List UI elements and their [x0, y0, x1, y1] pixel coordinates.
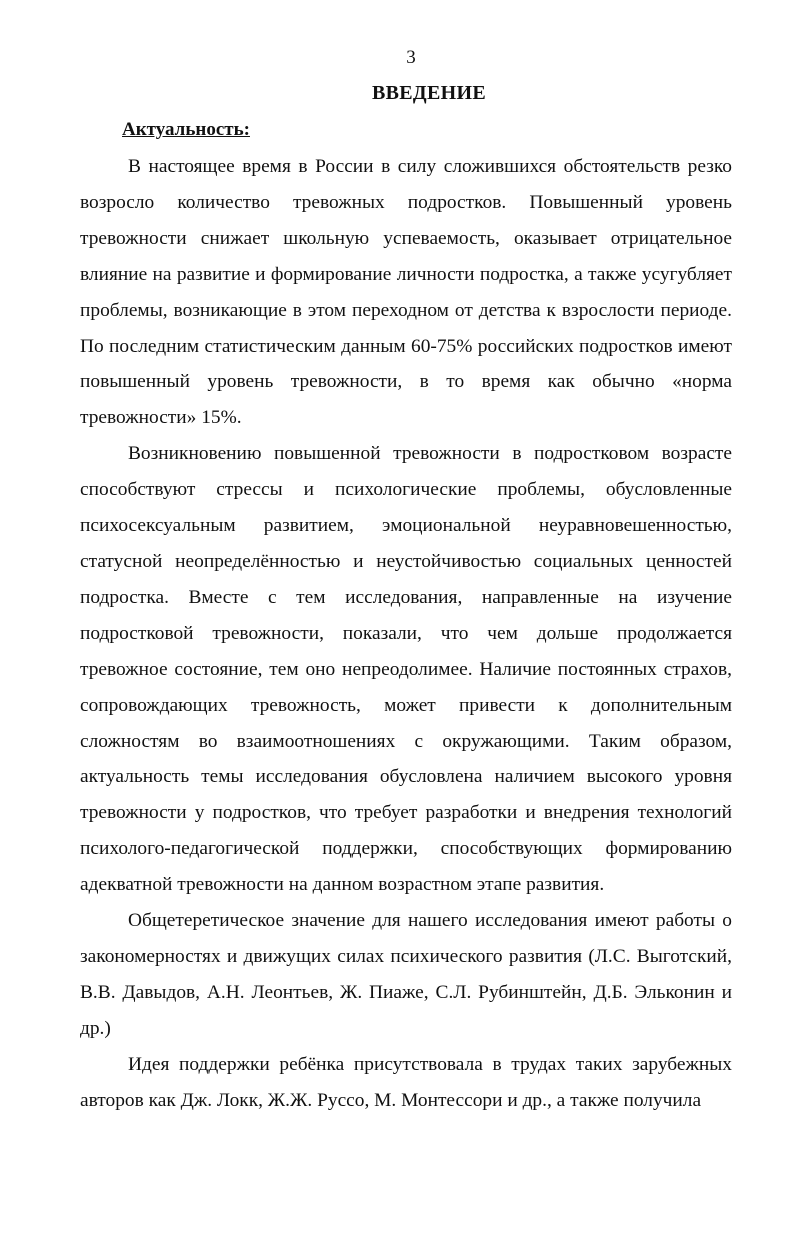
- paragraph: Возникновению повышенной тревожности в подростковом возрасте способствуют стрессы и психологические проблемы, обусловленные психосексуальным развитием, эмоциональной неуравновешенностью, статусной неопределённостью и неустойчивостью социальных ценностей подростка. Вместе с тем исследования, направленные на изучение подростковой тревожности, показали, что чем дольше продолжается тревожное состояние, тем оно непреодолимее. Наличие постоянных страхов, сопровождающих тревожность, может привести к дополнительным сложностям во взаимоотношениях с окружающими. Таким образом, актуальность темы исследования обусловлена наличием высокого уровня тревожности у подростков, что требует разработки и внедрения технологий психолого-педагогической поддержки, способствующих формированию адекватной тревожности на данном возрастном этапе развития.: [80, 443, 732, 896]
- paragraph: В настоящее время в России в силу сложившихся обстоятельств резко возросло количество тревожных подростков. Повышенный уровень тревожности снижает школьную успеваемость, оказывает отрицательное влияние на развитие и формирование личности подростка, а также усугубляет проблемы, возникающие в этом переходном от детства к взрослости периоде. По последним статистическим данным 60-75% российских подростков имеют повышенный уровень тревожности, в то время как обычно «норма тревожности» 15%.: [80, 156, 732, 429]
- section-heading: ВВЕДЕНИЕ: [372, 82, 486, 104]
- body-text: [80, 149, 732, 1118]
- paragraph: Идея поддержки ребёнка присутствовала в трудах таких зарубежных авторов как Дж. Локк, Ж.Ж. Руссо, М. Монтессори и др., а также получила: [80, 1053, 732, 1111]
- paragraph: Общетеретическое значение для нашего исследования имеют работы о закономерностях и движущих силах психического развития (Л.С. Выготский, В.В. Давыдов, А.Н. Леонтьев, Ж. Пиаже, С.Л. Рубинштейн, Д.Б. Эльконин и др.): [80, 910, 732, 1039]
- page-number: 3: [406, 47, 416, 68]
- relevance-subheading: Актуальность:: [122, 119, 250, 140]
